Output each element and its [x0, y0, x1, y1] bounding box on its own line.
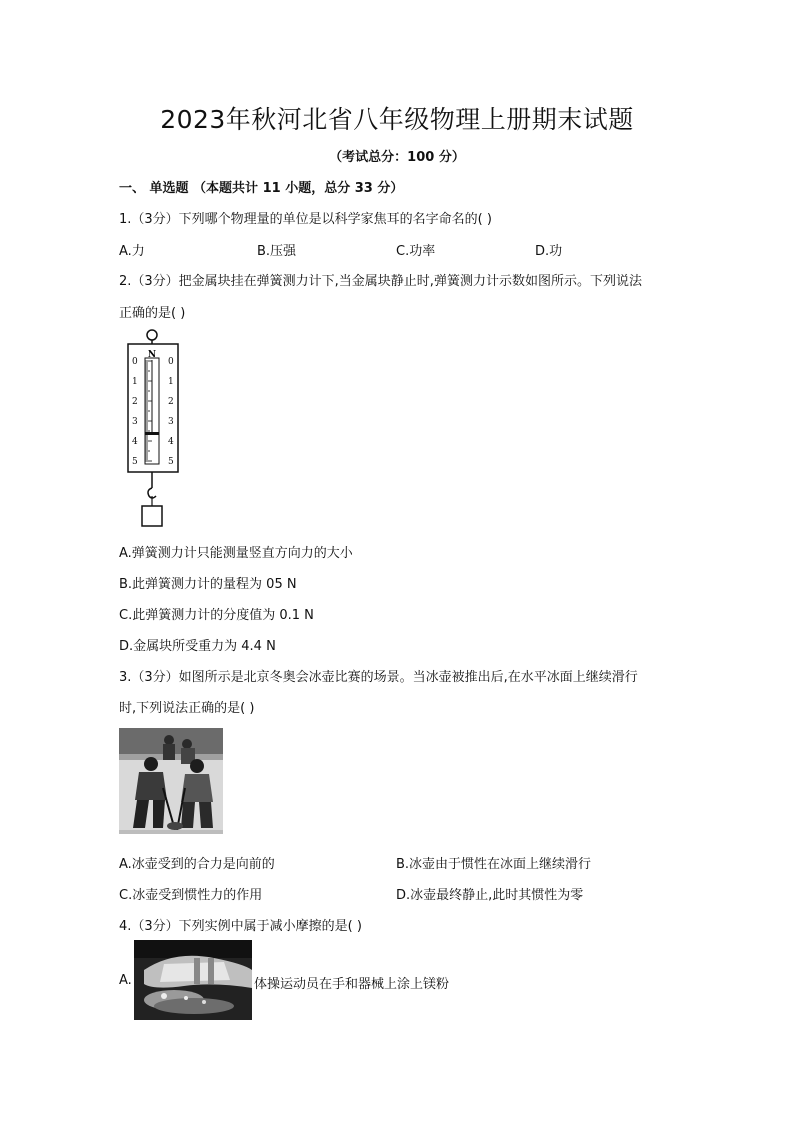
page-title: 2023年秋河北省八年级物理上册期末试题 — [160, 105, 634, 134]
scale-tick-left-2: 2 — [132, 397, 138, 407]
question-2-stem-line-2: 正确的是( ) — [119, 306, 186, 321]
question-3-option-a: A.冰壶受到的合力是向前的 — [119, 857, 275, 872]
spring-scale-figure — [118, 326, 188, 532]
question-2-option-d: D.金属块所受重力为 4.4 N — [119, 639, 276, 654]
scale-tick-right-5: 5 — [168, 457, 174, 467]
question-1-option-a: A.力 — [119, 244, 145, 259]
question-1-option-d: D.功 — [535, 244, 563, 259]
question-4-option-a-letter: A. — [119, 973, 132, 988]
scale-tick-right-0: 0 — [168, 357, 174, 367]
question-3-option-b: B.冰壶由于惯性在冰面上继续滑行 — [396, 857, 592, 872]
question-1-option-c: C.功率 — [396, 244, 436, 259]
scale-tick-left-0: 0 — [132, 357, 138, 367]
question-2-option-c: C.此弹簧测力计的分度值为 0.1 N — [119, 608, 314, 623]
question-2-option-b: B.此弹簧测力计的量程为 05 N — [119, 577, 297, 592]
scale-tick-right-1: 1 — [168, 377, 174, 387]
scale-tick-left-5: 5 — [132, 457, 138, 467]
question-3-option-c: C.冰壶受到惯性力的作用 — [119, 888, 263, 903]
metal-block — [142, 506, 162, 526]
scale-ticks — [145, 361, 152, 461]
scale-tick-left-4: 4 — [132, 437, 138, 447]
question-1-option-b: B.压强 — [257, 244, 297, 259]
question-2-stem-line-1: 2.（3分）把金属块挂在弹簧测力计下,当金属块静止时,弹簧测力计示数如图所示。下列说法 — [119, 274, 642, 289]
scale-tick-right-4: 4 — [168, 437, 174, 447]
scale-tick-right-2: 2 — [168, 397, 174, 407]
question-3-option-d: D.冰壶最终静止,此时其惯性为零 — [396, 888, 584, 903]
gymnast-chalk-photo — [134, 940, 252, 1020]
scale-unit-label: N — [147, 350, 157, 360]
scale-tick-left-3: 3 — [132, 417, 138, 427]
scale-tick-right-3: 3 — [168, 417, 174, 427]
curling-photo — [119, 728, 223, 834]
question-4-stem: 4.（3分）下列实例中属于减小摩擦的是( ) — [119, 919, 362, 934]
question-2-option-a: A.弹簧测力计只能测量竖直方向力的大小 — [119, 546, 353, 561]
question-3-stem-line-2: 时,下列说法正确的是( ) — [119, 701, 255, 716]
section-heading: 一、 单选题 （本题共计 11 小题，总分 33 分） — [119, 181, 404, 196]
exam-total-score: （考试总分：100 分） — [329, 150, 465, 165]
question-1-stem: 1.（3分）下列哪个物理量的单位是以科学家焦耳的名字命名的( ) — [119, 212, 492, 227]
question-4-option-a-text: 体操运动员在手和器械上涂上镁粉 — [254, 977, 450, 992]
scale-pointer — [145, 432, 159, 435]
scale-tick-left-1: 1 — [132, 377, 138, 387]
question-3-stem-line-1: 3.（3分）如图所示是北京冬奥会冰壶比赛的场景。当冰壶被推出后,在水平冰面上继续滑行 — [119, 670, 638, 685]
